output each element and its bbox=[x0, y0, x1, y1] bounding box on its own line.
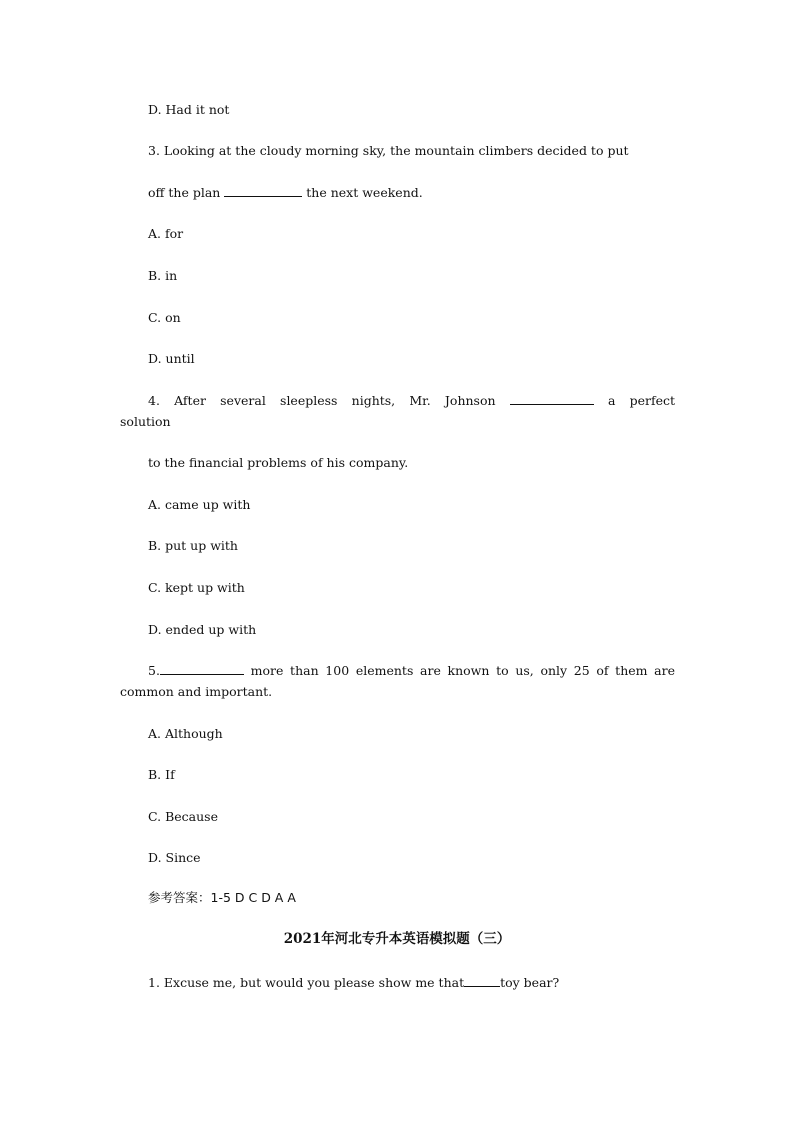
q4-option-b: B. put up with bbox=[148, 538, 238, 553]
q4-stem-line2: to the financial problems of his company. bbox=[148, 455, 409, 470]
q3-stem-line2 bbox=[148, 185, 423, 201]
q5-option-d: D. Since bbox=[148, 850, 201, 865]
q3-option-d: D. until bbox=[148, 351, 195, 366]
q5-answer-blank bbox=[160, 663, 244, 675]
q4-stem-after-blank: a perfect bbox=[593, 393, 676, 408]
q5-option-c: C. Because bbox=[148, 809, 218, 824]
q4-stem-before-blank: 4. After several sleepless nights, Mr. Johnson bbox=[148, 393, 510, 408]
q3-answer-blank bbox=[224, 185, 302, 197]
q3-option-a: A. for bbox=[148, 226, 184, 241]
answer-key: 参考答案：1-5 D C D A A bbox=[148, 890, 296, 905]
q3-option-c: C. on bbox=[148, 310, 181, 325]
q3-stem-before-blank: off the plan bbox=[148, 185, 225, 200]
q2-option-d: D. Had it not bbox=[148, 102, 230, 117]
next-q1-stem-before-blank: 1. Excuse me, but would you please show me that bbox=[148, 975, 465, 990]
next-q1-answer-blank bbox=[464, 975, 500, 987]
q4-stem-wrap: solution bbox=[120, 414, 171, 429]
q4-option-c: C. kept up with bbox=[148, 580, 245, 595]
q5-stem-wrap: common and important. bbox=[120, 684, 273, 699]
q5-option-b: B. If bbox=[148, 767, 175, 782]
q4-option-a: A. came up with bbox=[148, 497, 251, 512]
q4-option-d: D. ended up with bbox=[148, 622, 257, 637]
next-q1-stem bbox=[148, 975, 559, 991]
q5-option-a: A. Although bbox=[148, 726, 223, 741]
next-q1-stem-after-blank: toy bear? bbox=[500, 975, 560, 990]
q5-stem-prefix: 5. bbox=[148, 663, 160, 678]
q3-stem-line1: 3. Looking at the cloudy morning sky, the mountain climbers decided to put bbox=[148, 143, 629, 158]
q5-stem-after-blank: more than 100 elements are known to us, only 25 of them are bbox=[243, 663, 675, 678]
q4-stem-line1 bbox=[148, 393, 675, 409]
section-title: 2021年河北专升本英语模拟题（三） bbox=[283, 931, 511, 947]
q4-answer-blank bbox=[510, 393, 594, 405]
q3-option-b: B. in bbox=[148, 268, 178, 283]
q3-stem-after-blank: the next weekend. bbox=[302, 185, 423, 200]
q5-stem-line1 bbox=[148, 663, 675, 679]
